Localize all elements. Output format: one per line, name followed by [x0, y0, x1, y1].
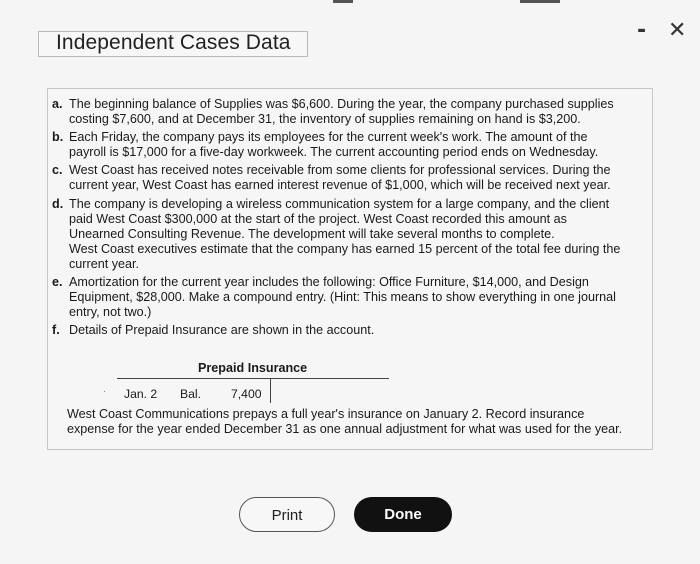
case-text-line: costing $7,600, and at December 31, the inventory of supplies remaining on hand is $3,200.: [69, 112, 581, 127]
case-item: [52, 97, 642, 127]
top-edge-mark: [333, 0, 353, 3]
top-edge-mark: [520, 0, 560, 3]
case-text-line: West Coast executives estimate that the company has earned 15 percent of the total fee during the: [69, 241, 621, 256]
case-letter: f.: [52, 323, 60, 338]
case-text-line: Unearned Consulting Revenue. The development will take several months to complete.: [69, 226, 555, 241]
case-letter: b.: [52, 130, 64, 145]
t-account-vertical-line: [270, 379, 271, 403]
case-text-line: The beginning balance of Supplies was $6,600. During the year, the company purchased supplies: [69, 97, 614, 111]
close-button[interactable]: ✕: [668, 18, 687, 43]
paragraph-line: expense for the year ended December 31 as one annual adjustment for what was used for the year.: [67, 422, 623, 437]
case-item: [52, 275, 642, 320]
case-letter: c.: [52, 163, 63, 178]
case-item: [52, 323, 642, 338]
case-text-line: current year, West Coast has earned interest revenue of $1,000, which will be received next year.: [69, 178, 611, 193]
t-account-horizontal-line: [117, 378, 389, 379]
print-button[interactable]: Print: [239, 497, 335, 532]
instruction-paragraph: [67, 407, 647, 438]
t-account-entry-date: Jan. 2: [124, 387, 158, 401]
case-text-line: West Coast has received notes receivable from some clients for professional services. During the: [69, 163, 611, 178]
case-text-line: payroll is $17,000 for a five-day workweek. The current accounting period ends on Wednesday.: [69, 145, 599, 160]
case-text-line: Details of Prepaid Insurance are shown in the account.: [69, 323, 375, 338]
case-letter: a.: [52, 97, 63, 111]
case-list: [52, 97, 642, 341]
case-item: [52, 197, 642, 272]
t-account-entry-desc: Bal.: [180, 387, 202, 401]
minimize-button[interactable]: -: [637, 18, 647, 43]
dialog-title: Independent Cases Data: [56, 31, 291, 54]
case-letter: e.: [52, 275, 63, 290]
case-text-line: paid West Coast $300,000 at the start of the project. West Coast recorded this amount as: [69, 211, 567, 226]
t-account-entry-amount: 7,400: [231, 387, 262, 401]
case-text-line: Equipment, $28,000. Make a compound entry. (Hint: This means to show everything in one journal: [69, 290, 616, 305]
done-button[interactable]: Done: [354, 497, 452, 532]
case-text-line: Each Friday, the company pays its employees for the current week's work. The amount of the: [69, 130, 588, 145]
case-item: [52, 130, 642, 160]
case-item: [52, 163, 642, 193]
case-text-line: current year.: [69, 256, 139, 271]
case-text-line: The company is developing a wireless communication system for a large company, and the client: [69, 196, 610, 211]
paragraph-line: West Coast Communications prepays a full year's insurance on January 2. Record insurance: [67, 407, 585, 421]
case-text-line: entry, not two.): [69, 305, 152, 320]
case-text-line: Amortization for the current year includes the following: Office Furniture, $14,000, and Design: [69, 275, 589, 290]
t-account-title: Prepaid Insurance: [198, 361, 308, 375]
case-letter: d.: [52, 196, 64, 211]
bullet-dot: .: [103, 384, 106, 395]
